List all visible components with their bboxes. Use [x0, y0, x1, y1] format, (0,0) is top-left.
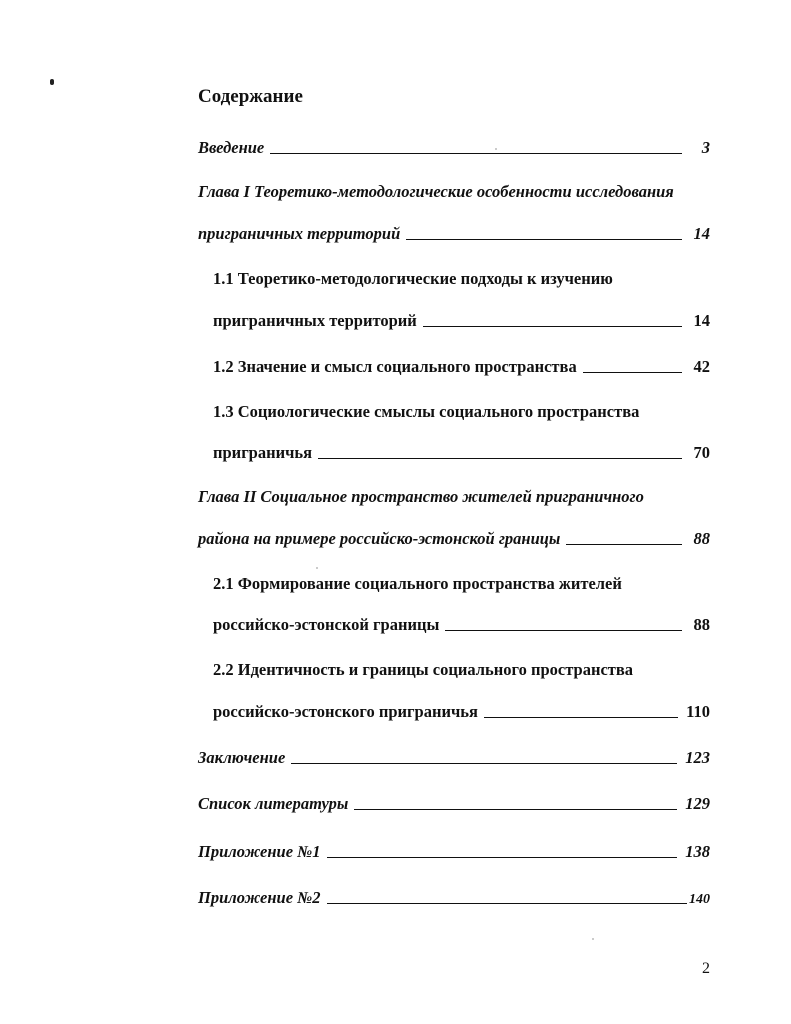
toc-entry: [213, 269, 613, 291]
toc-entry-label: Глава II Социальное пространство жителей приграничного: [198, 487, 644, 506]
toc-entry: [198, 527, 710, 549]
leader-line: [583, 372, 682, 373]
toc-entry: [198, 222, 710, 244]
toc-entry-page: 129: [685, 794, 710, 813]
toc-entry: [198, 487, 644, 509]
leader-line: [445, 630, 682, 631]
toc-entry-label: Список литературы: [198, 794, 349, 813]
toc-entry-page: 110: [686, 702, 710, 721]
toc-entry: [213, 309, 710, 331]
toc-entry-label: 2.2 Идентичность и границы социального пространства: [213, 660, 634, 679]
leader-line: [406, 239, 682, 240]
toc-entry-label: Приложение №1: [198, 842, 321, 861]
leader-line: [270, 153, 682, 154]
toc-entry-label: российско-эстонского приграничья: [213, 702, 478, 721]
toc-entry: [213, 574, 622, 596]
toc-entry-label: Заключение: [198, 748, 286, 767]
toc-entry-page: 123: [685, 748, 710, 767]
toc-entry-page: 14: [693, 311, 710, 330]
scan-speck: [316, 567, 318, 569]
toc-entry-label: района на примере российско-эстонской границы: [198, 529, 561, 548]
scan-speck: [50, 79, 54, 85]
toc-entry: [198, 886, 710, 908]
toc-entry-page: 14: [693, 224, 710, 243]
toc-entry-label: российско-эстонской границы: [213, 615, 440, 634]
toc-entry-label: 1.1 Теоретико-методологические подходы к изучению: [213, 269, 613, 288]
toc-entry-page: 140: [689, 892, 710, 907]
toc-entry: [213, 441, 710, 463]
toc-heading: Содержание: [198, 86, 303, 107]
toc-entry-page: 70: [693, 443, 710, 462]
toc-entry-page: 42: [693, 357, 710, 376]
leader-line: [423, 326, 682, 327]
toc-entry-label: 1.2 Значение и смысл социального пространства: [213, 357, 577, 376]
leader-line: [291, 763, 677, 764]
toc-entry-label: Введение: [198, 138, 265, 157]
toc-entry: [198, 182, 674, 204]
toc-entry: [213, 660, 633, 682]
toc-entry-page: 3: [701, 138, 710, 157]
toc-entry-label: 2.1 Формирование социального пространства жителей: [213, 574, 622, 593]
toc-entry: [198, 792, 710, 814]
toc-entry-label: приграничных территорий: [198, 224, 401, 243]
toc-entry-page: 138: [685, 842, 710, 861]
toc-entry-label: Приложение №2: [198, 888, 321, 907]
toc-entry-label: Глава I Теоретико-методологические особенности исследования: [198, 182, 674, 201]
leader-line: [327, 903, 687, 904]
toc-entry-label: приграничных территорий: [213, 311, 417, 330]
toc-entry: [213, 355, 710, 377]
toc-entry: [198, 746, 710, 768]
toc-entry-page: 88: [693, 615, 710, 634]
toc-entry: [213, 613, 710, 635]
toc-entry: [198, 840, 710, 862]
toc-entry-label: приграничья: [213, 443, 313, 462]
leader-line: [327, 857, 678, 858]
toc-entry: [213, 402, 639, 424]
leader-line: [566, 544, 682, 545]
toc-entry-label: 1.3 Социологические смыслы социального пространства: [213, 402, 640, 421]
page-number: 2: [702, 960, 710, 977]
toc-entry-page: 88: [693, 529, 710, 548]
toc-entry: [213, 700, 710, 722]
toc-entry: [198, 136, 710, 158]
scan-speck: [592, 938, 594, 940]
leader-line: [318, 458, 682, 459]
leader-line: [484, 717, 678, 718]
leader-line: [354, 809, 677, 810]
